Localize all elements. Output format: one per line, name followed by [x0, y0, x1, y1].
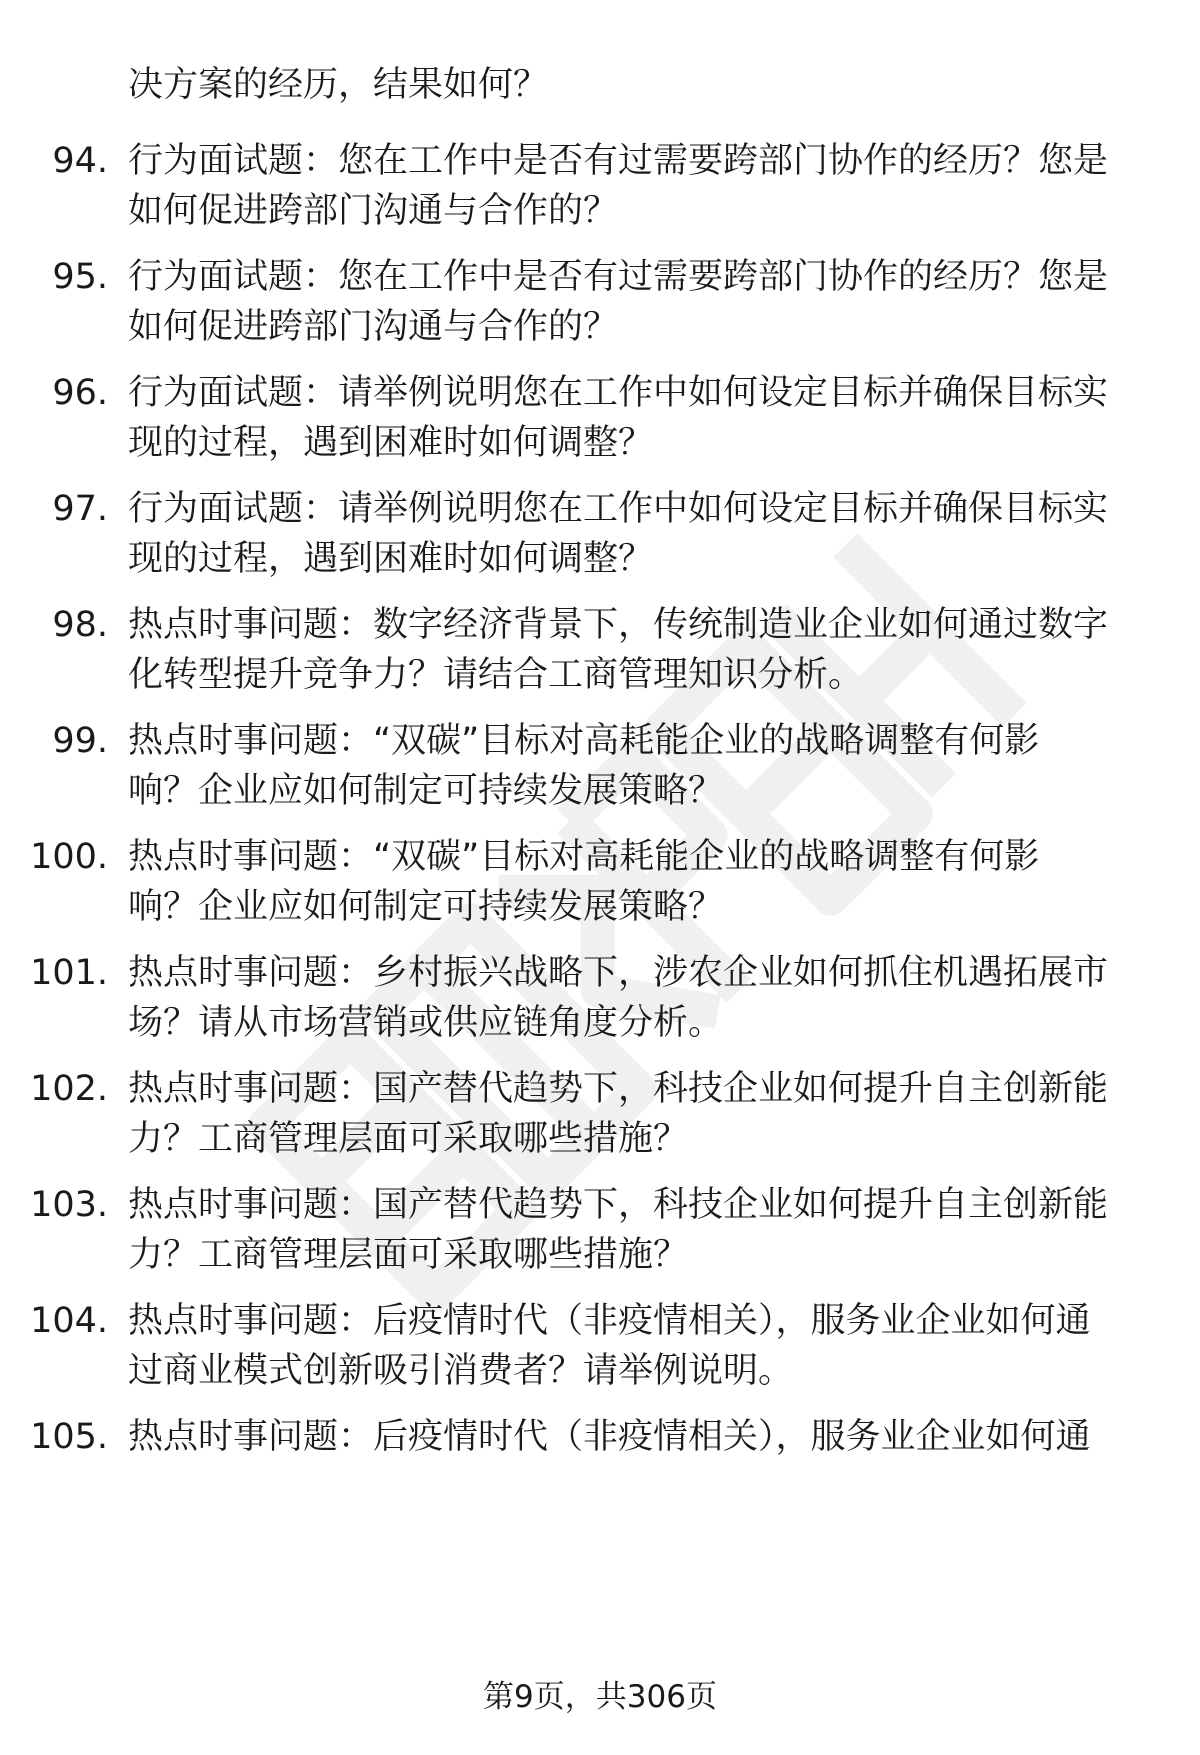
question-text-line2: 过商业模式创新吸引消费者？请举例说明。	[128, 1351, 794, 1391]
question-text-line2: 现的过程，遇到困难时如何调整？	[128, 423, 654, 463]
question-number: 99.	[52, 721, 108, 761]
question-number: 98.	[52, 605, 108, 645]
question-text-line1: 热点时事问题：国产替代趋势下，科技企业如何提升自主创新能	[128, 1069, 1109, 1109]
question-number: 102.	[30, 1069, 108, 1109]
question-number: 95.	[52, 257, 108, 297]
question-text-line2: 力？工商管理层面可采取哪些措施？	[128, 1235, 689, 1275]
question-text-line1: 热点时事问题：数字经济背景下，传统制造业企业如何通过数字	[128, 605, 1109, 645]
question-text-line1: 行为面试题：您在工作中是否有过需要跨部门协作的经历？您是	[128, 257, 1109, 297]
question-number: 101.	[30, 953, 108, 993]
page-footer: 第9页，共306页	[483, 1679, 717, 1715]
question-text-line2: 响？企业应如何制定可持续发展策略？	[128, 771, 724, 811]
question-text-line1: 行为面试题：您在工作中是否有过需要跨部门协作的经历？您是	[128, 141, 1109, 181]
question-text-line1: 热点时事问题：后疫情时代（非疫情相关），服务业企业如何通	[128, 1417, 1091, 1457]
question-number: 103.	[30, 1185, 108, 1225]
question-text-line2: 如何促进跨部门沟通与合作的？	[128, 307, 619, 347]
question-text-line2: 响？企业应如何制定可持续发展策略？	[128, 887, 724, 927]
question-text-line1: 热点时事问题：国产替代趋势下，科技企业如何提升自主创新能	[128, 1185, 1109, 1225]
question-text-line2: 力？工商管理层面可采取哪些措施？	[128, 1119, 689, 1159]
question-text-line2: 场？请从市场营销或供应链角度分析。	[128, 1003, 724, 1043]
continued-question-text: 决方案的经历，结果如何？	[128, 65, 549, 105]
question-text-line1: 行为面试题：请举例说明您在工作中如何设定目标并确保目标实	[128, 489, 1109, 529]
question-text-line1: 热点时事问题：后疫情时代（非疫情相关），服务业企业如何通	[128, 1301, 1091, 1341]
question-number: 104.	[30, 1301, 108, 1341]
question-text-line2: 现的过程，遇到困难时如何调整？	[128, 539, 654, 579]
question-number: 100.	[30, 837, 108, 877]
question-number: 94.	[52, 141, 108, 181]
question-text-line1: 热点时事问题：“双碳”目标对高耗能企业的战略调整有何影	[128, 837, 1040, 877]
question-text-line1: 行为面试题：请举例说明您在工作中如何设定目标并确保目标实	[128, 373, 1109, 413]
question-text-line1: 热点时事问题：乡村振兴战略下，涉农企业如何抓住机遇拓展市	[128, 953, 1109, 993]
question-number: 96.	[52, 373, 108, 413]
question-text-line2: 如何促进跨部门沟通与合作的？	[128, 191, 619, 231]
question-text-line2: 化转型提升竞争力？请结合工商管理知识分析。	[128, 655, 864, 695]
question-text-line1: 热点时事问题：“双碳”目标对高耗能企业的战略调整有何影	[128, 721, 1040, 761]
question-number: 97.	[52, 489, 108, 529]
question-number: 105.	[30, 1417, 108, 1457]
